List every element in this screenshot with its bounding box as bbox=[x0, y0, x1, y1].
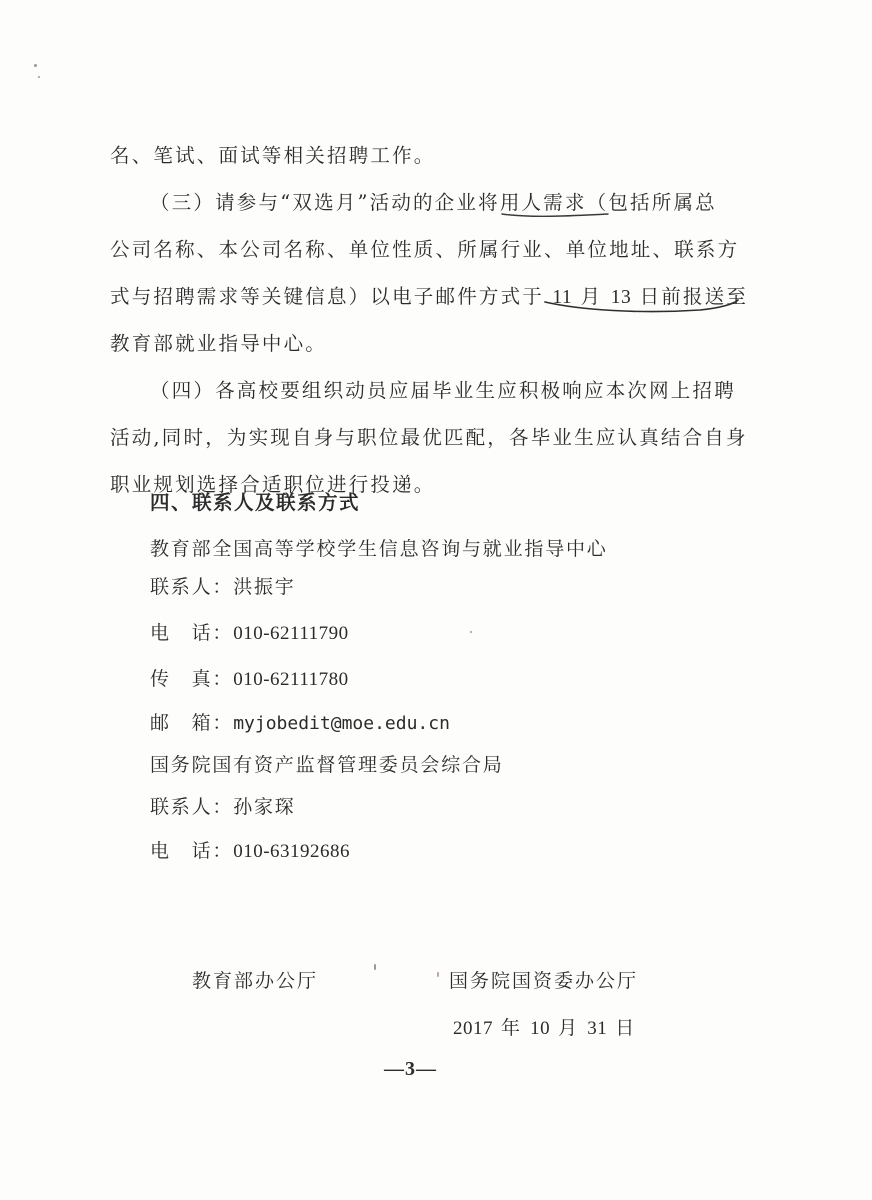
paragraph-line: 公司名称、本公司名称、单位性质、所属行业、单位地址、联系方 bbox=[110, 238, 740, 261]
contact-person-row bbox=[150, 574, 296, 600]
contact-fax-label: 传 真： bbox=[150, 668, 234, 690]
scan-speck bbox=[470, 631, 472, 633]
paragraph-line: （四）各高校要组织动员应届毕业生应积极响应本次网上招聘 bbox=[150, 379, 736, 402]
paragraph-text: 式与招聘需求等关键信息）以电子邮件方式于 bbox=[110, 285, 553, 308]
date-month: 10 bbox=[530, 1018, 551, 1039]
date-year-unit: 年 bbox=[493, 1017, 531, 1039]
paragraph-line: 教育部就业指导中心。 bbox=[110, 332, 328, 355]
scan-speck bbox=[374, 964, 376, 970]
contact-fax: 010-62111780 bbox=[233, 669, 349, 690]
paragraph-line: （三）请参与“双选月”活动的企业将用人需求（包括所属总 bbox=[150, 191, 717, 214]
contact-person-row bbox=[150, 794, 296, 820]
date-day: 31 bbox=[587, 1018, 608, 1039]
contact-organization: 教育部全国高等学校学生信息咨询与就业指导中心 bbox=[150, 538, 608, 560]
issuer-name: 国务院国资委办公厅 bbox=[449, 970, 639, 992]
paragraph-line: 活动,同时，为实现自身与职位最优匹配，各毕业生应认真结合自身 bbox=[110, 426, 748, 449]
contact-person-label: 联系人： bbox=[150, 796, 234, 818]
contact-phone-row bbox=[150, 620, 349, 647]
contact-email-row bbox=[150, 710, 450, 737]
issuer-name: 教育部办公厅 bbox=[192, 970, 319, 992]
contact-fax-row bbox=[150, 666, 349, 693]
paragraph-line: 名、笔试、面试等相关招聘工作。 bbox=[110, 144, 436, 167]
scan-speck bbox=[34, 64, 37, 67]
contact-email-label: 邮 箱： bbox=[150, 712, 234, 734]
date-month-unit: 月 bbox=[550, 1017, 588, 1039]
contact-phone: 010-62111790 bbox=[233, 623, 349, 644]
date-day-unit: 日 bbox=[607, 1017, 637, 1039]
deadline-day: 13 bbox=[610, 287, 632, 308]
contact-phone-label: 电 话： bbox=[150, 622, 234, 644]
contact-phone-row bbox=[150, 838, 350, 865]
scan-speck bbox=[38, 76, 40, 78]
contact-organization: 国务院国有资产监督管理委员会综合局 bbox=[150, 754, 504, 776]
section-heading: 四、联系人及联系方式 bbox=[150, 491, 361, 514]
month-unit: 月 bbox=[572, 285, 611, 308]
deadline-month: 11 bbox=[552, 287, 573, 308]
contact-phone: 010-63192686 bbox=[233, 841, 351, 862]
paragraph-line: 职业规划选择合适职位进行投递。 bbox=[110, 473, 436, 496]
date-year: 2017 bbox=[453, 1018, 493, 1039]
paragraph-line bbox=[110, 284, 748, 311]
contact-person: 洪振宇 bbox=[233, 576, 296, 598]
contact-email: myjobedit@moe.edu.cn bbox=[233, 713, 450, 734]
contact-phone-label: 电 话： bbox=[150, 840, 234, 862]
page-number: —3— bbox=[384, 1058, 437, 1080]
day-unit: 日前报送至 bbox=[631, 285, 749, 308]
contact-person: 孙家琛 bbox=[233, 796, 296, 818]
scan-speck bbox=[437, 972, 439, 977]
contact-person-label: 联系人： bbox=[150, 576, 234, 598]
issue-date bbox=[453, 1013, 636, 1040]
